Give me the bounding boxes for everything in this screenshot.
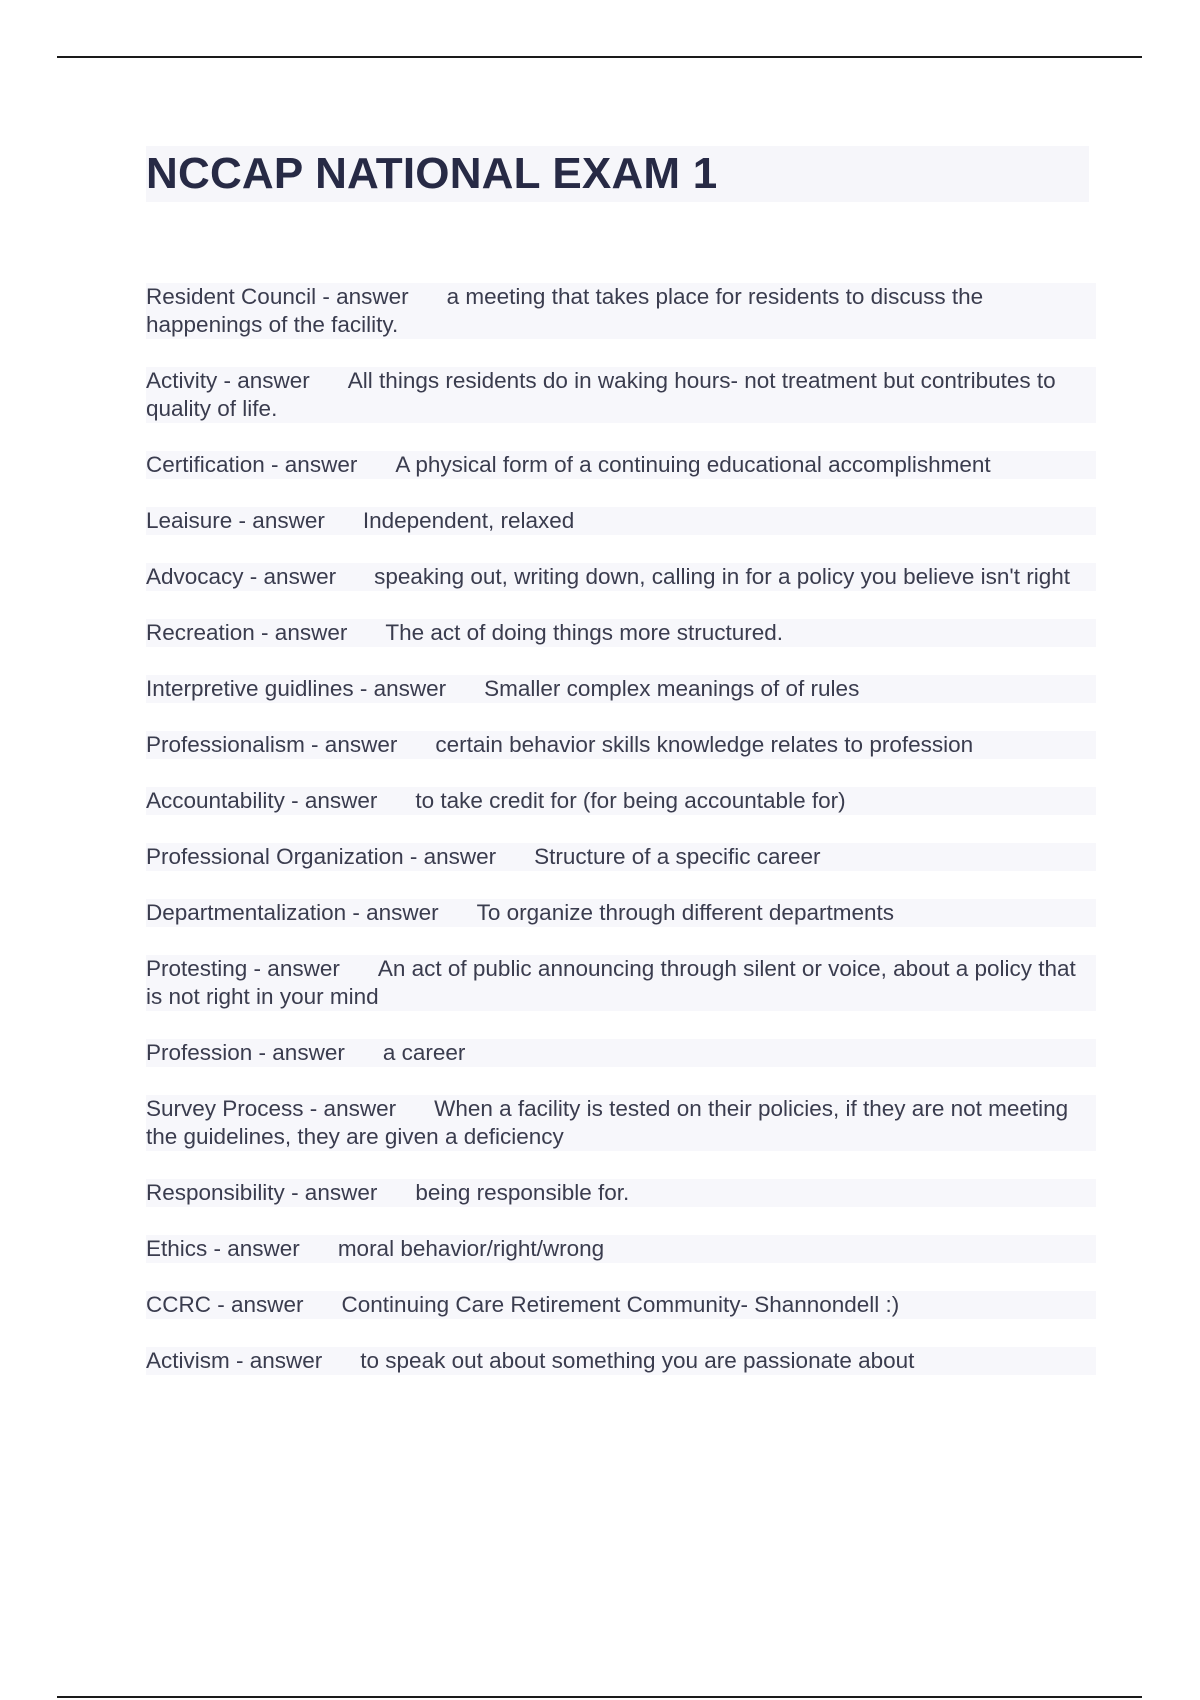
entry-term: Certification - answer <box>146 452 358 477</box>
entry-term: Professional Organization - answer <box>146 844 497 869</box>
flashcard-entry <box>146 1095 1096 1151</box>
flashcard-entry <box>146 1179 1096 1207</box>
entry-definition: certain behavior skills knowledge relates to profession <box>435 732 974 757</box>
entry-term: Interpretive guidlines - answer <box>146 676 447 701</box>
entry-definition: Structure of a specific career <box>534 844 821 869</box>
page-title: NCCAP NATIONAL EXAM 1 <box>146 149 718 198</box>
entry-definition: A physical form of a continuing educational accomplishment <box>395 452 991 477</box>
entry-term: Protesting - answer <box>146 956 340 981</box>
flashcard-entry <box>146 1039 1096 1067</box>
entry-term: Advocacy - answer <box>146 564 337 589</box>
entry-definition: to speak out about something you are passionate about <box>360 1348 915 1373</box>
entry-definition: All things residents do in waking hours- not treatment but contributes to quality of life. <box>146 368 1056 421</box>
header-rule <box>57 56 1142 58</box>
entry-term: Recreation - answer <box>146 620 348 645</box>
entry-definition: An act of public announcing through silent or voice, about a policy that is not right in your mind <box>146 956 1076 1009</box>
flashcard-entry <box>146 955 1096 1011</box>
flashcard-entry <box>146 843 1096 871</box>
entry-definition: Independent, relaxed <box>362 508 575 533</box>
flashcard-entry <box>146 619 1096 647</box>
entry-term: Responsibility - answer <box>146 1180 378 1205</box>
footer-rule <box>57 1696 1142 1698</box>
flashcard-entry <box>146 507 1096 535</box>
flashcard-entry <box>146 283 1096 339</box>
entry-term: Ethics - answer <box>146 1236 300 1261</box>
entry-definition: moral behavior/right/wrong <box>337 1236 605 1261</box>
flashcard-entry <box>146 731 1096 759</box>
flashcard-entry <box>146 563 1096 591</box>
flashcard-entry <box>146 1291 1096 1319</box>
flashcard-entry <box>146 899 1096 927</box>
flashcard-entry <box>146 787 1096 815</box>
flashcard-list <box>146 283 1096 1403</box>
entry-term: Profession - answer <box>146 1040 345 1065</box>
entry-definition: Smaller complex meanings of of rules <box>484 676 860 701</box>
entry-definition: to take credit for (for being accountable for) <box>415 788 846 813</box>
flashcard-entry <box>146 1235 1096 1263</box>
entry-term: CCRC - answer <box>146 1292 304 1317</box>
entry-term: Professionalism - answer <box>146 732 398 757</box>
entry-definition: To organize through different departments <box>476 900 894 925</box>
flashcard-entry <box>146 1347 1096 1375</box>
entry-definition: speaking out, writing down, calling in for a policy you believe isn't right <box>374 564 1070 589</box>
flashcard-entry <box>146 367 1096 423</box>
entry-definition: a meeting that takes place for residents to discuss the happenings of the facility. <box>146 284 984 337</box>
entry-term: Resident Council - answer <box>146 284 409 309</box>
entry-definition: being responsible for. <box>415 1180 630 1205</box>
entry-definition: a career <box>382 1040 466 1065</box>
entry-definition: Continuing Care Retirement Community- Shannondell :) <box>341 1292 900 1317</box>
flashcard-entry <box>146 675 1096 703</box>
entry-term: Activism - answer <box>146 1348 323 1373</box>
entry-term: Leaisure - answer <box>146 508 325 533</box>
entry-term: Survey Process - answer <box>146 1096 397 1121</box>
entry-term: Departmentalization - answer <box>146 900 439 925</box>
entry-definition: When a facility is tested on their policies, if they are not meeting the guidelines, they are given a deficiency <box>146 1096 1069 1149</box>
entry-term: Activity - answer <box>146 368 310 393</box>
flashcard-entry <box>146 451 1096 479</box>
entry-term: Accountability - answer <box>146 788 378 813</box>
entry-definition: The act of doing things more structured. <box>385 620 784 645</box>
